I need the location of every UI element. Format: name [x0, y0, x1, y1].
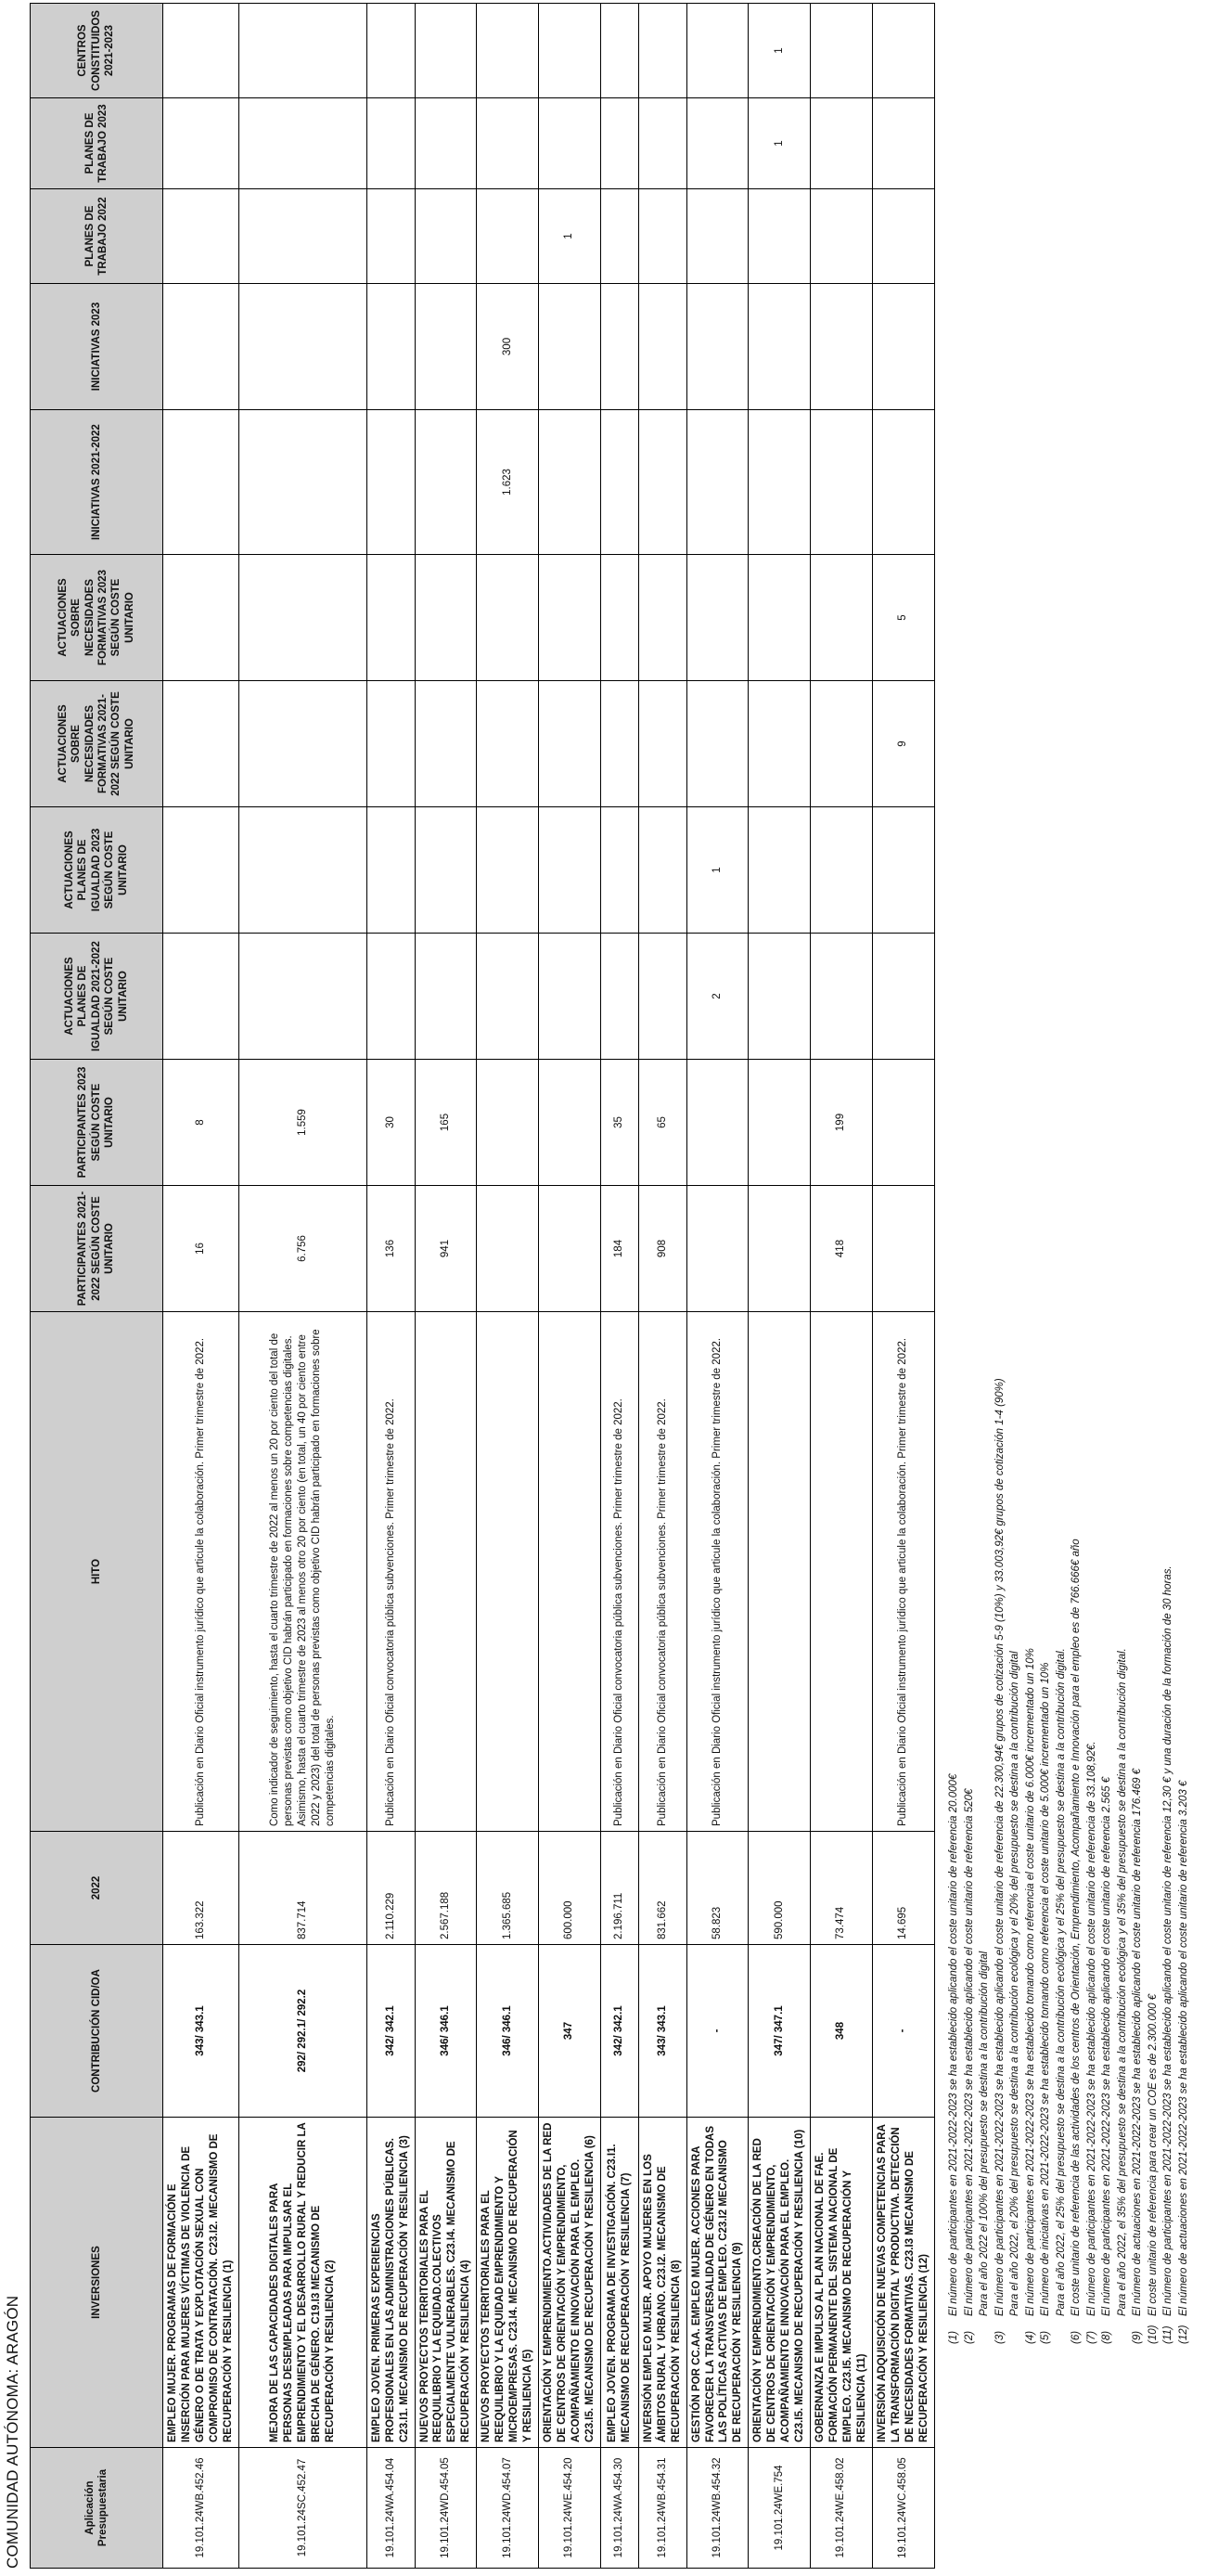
- budget-table: [30, 3, 935, 2569]
- centers-2021-2023: [366, 4, 415, 98]
- centers-2021-2023: [163, 4, 239, 98]
- centers-2021-2023: [477, 4, 539, 98]
- investment-name: GOBERNANZA E IMPULSO AL PLAN NACIONAL DE FAE. FORMACIÓN PERMANENTE DEL SISTEMA NACIONAL DE EMPLEO. C23.I5. MECANISMO DE RECUPERACIÓN Y RESILIENCIA (11): [811, 2118, 873, 2448]
- table-row: [686, 4, 749, 2569]
- header-cell: INICIATIVAS 2021-2022: [31, 410, 163, 555]
- investment-name: GESTIÓN POR CC.AA. EMPLEO MUJER. ACCIONES PARA FAVORECER LA TRANSVERSALIDAD DE GÉNERO EN TODAS LAS POLÍTICAS ACTIVAS DE EMPLEO. C23.I2 MECANISMO DE RECUPERACIÓN Y RESILIENCIA (9): [686, 2118, 749, 2448]
- investment-name: ORIENTACIÓN Y EMPRENDIMIENTO.ACTIVIDADES DE LA RED DE CENTROS DE ORIENTACIÓN Y EMPRENDIMIENTO, ACOMPAÑAMIENTO E INNOVACIÓN PARA EL EMPLEO. C23.I5. MECANISMO DE RECUPERACIÓN Y RESILIENCIA (6): [539, 2118, 601, 2448]
- investment-name: MEJORA DE LAS CAPACIDADES DIGITALES PARA PERSONAS DESEMPLEADAS PARA IMPULSAR EL EMPRENDIMIENTO Y EL DESARROLLO RURAL Y REDUCIR LA BRECHA DE GÉNERO. C19.I3 MECANISMO DE RECUPERACIÓN Y RESILIENCIA (2): [238, 2118, 366, 2448]
- milestone: Publicación en Diario Oficial instrumento jurídico que articule la colaboración. Primer trimestre de 2022.: [686, 1312, 749, 1832]
- participants-2021-2022: 908: [638, 1186, 686, 1312]
- work-plans-2022: [811, 189, 873, 284]
- participants-2023: 35: [600, 1060, 638, 1186]
- equality-actions-2021-2022: [539, 934, 601, 1060]
- contribution-cid: 343/ 343.1: [163, 1945, 239, 2118]
- budget-code: 19.101.24WA.454.04: [366, 2448, 415, 2569]
- footnote: [962, 117, 978, 2344]
- table-row: [477, 4, 539, 2569]
- work-plans-2023: [811, 98, 873, 189]
- equality-actions-2021-2022: [811, 934, 873, 1060]
- budget-code: 19.101.24WE.454.20: [539, 2448, 601, 2569]
- table-row: [872, 4, 934, 2569]
- milestone: Publicación en Diario Oficial convocatoria pública subvenciones. Primer trimestre de 2022.: [638, 1312, 686, 1832]
- investment-name: EMPLEO JOVEN. PROGRAMA DE INVESTIGACIÓN. C23.I1. MECANISMO DE RECUPERACIÓN Y RESILIENCIA (7): [600, 2118, 638, 2448]
- equality-actions-2021-2022: [366, 934, 415, 1060]
- participants-2023: 65: [638, 1060, 686, 1186]
- footnote-text: El número de participantes en 2021-2022-2023 se ha establecido aplicando el coste unitario de referencia 2.565 €: [1101, 1776, 1112, 2316]
- training-actions-2021-2022: [749, 681, 811, 807]
- training-actions-2023: [600, 555, 638, 681]
- footnote-number: (10): [1147, 2325, 1159, 2344]
- header-cell: PLANES DE TRABAJO 2022: [31, 189, 163, 284]
- equality-actions-2023: [366, 807, 415, 934]
- training-actions-2023: [811, 555, 873, 681]
- work-plans-2022: [238, 189, 366, 284]
- amount-2022: 590.000: [749, 1832, 811, 1945]
- training-actions-2021-2022: [238, 681, 366, 807]
- equality-actions-2021-2022: [638, 934, 686, 1060]
- table-row: [638, 4, 686, 2569]
- work-plans-2023: [872, 98, 934, 189]
- work-plans-2022: [638, 189, 686, 284]
- amount-2022: 600.000: [539, 1832, 601, 1945]
- footnote-number: (12): [1177, 2325, 1189, 2344]
- work-plans-2022: 1: [539, 189, 601, 284]
- footnote-text: El número de actuaciones en 2021-2022-2023 se ha establecido aplicando el coste unitario de referencia 3.203 €: [1177, 1780, 1189, 2316]
- footnote-text: El número de participantes en 2021-2022-2023 se ha establecido aplicando el coste unitario de referencia 20.000€: [948, 1773, 959, 2316]
- training-actions-2023: [415, 555, 477, 681]
- header-cell: CONTRIBUCIÓN CID/OA: [31, 1945, 163, 2118]
- amount-2022: 831.662: [638, 1832, 686, 1945]
- budget-code: 19.101.24SC.452.47: [238, 2448, 366, 2569]
- participants-2021-2022: [872, 1186, 934, 1312]
- footnote-text: El número de participantes en 2021-2022-2023 se ha establecido aplicando el coste unitario de referencia 12,30 € y una duración de la formación de 30 horas.: [1162, 1565, 1173, 2316]
- equality-actions-2021-2022: [600, 934, 638, 1060]
- centers-2021-2023: [600, 4, 638, 98]
- initiatives-2023: [366, 284, 415, 410]
- training-actions-2021-2022: [477, 681, 539, 807]
- training-actions-2023: [539, 555, 601, 681]
- initiatives-2021-2022: [415, 410, 477, 555]
- training-actions-2021-2022: [163, 681, 239, 807]
- training-actions-2021-2022: [600, 681, 638, 807]
- table-row: [366, 4, 415, 2569]
- training-actions-2023: [477, 555, 539, 681]
- participants-2021-2022: 136: [366, 1186, 415, 1312]
- participants-2023: 1.559: [238, 1060, 366, 1186]
- work-plans-2022: [872, 189, 934, 284]
- work-plans-2023: [638, 98, 686, 189]
- training-actions-2021-2022: [415, 681, 477, 807]
- footnotes: [946, 117, 1191, 2344]
- centers-2021-2023: [686, 4, 749, 98]
- footnote-number: (2): [963, 2330, 975, 2344]
- footnote: [1054, 117, 1070, 2344]
- region-title: COMUNIDAD AUTÓNOMA: ARAGÓN: [4, 2295, 21, 2569]
- header-cell: HITO: [31, 1312, 163, 1832]
- milestone: [477, 1312, 539, 1832]
- initiatives-2023: [600, 284, 638, 410]
- training-actions-2021-2022: [638, 681, 686, 807]
- participants-2023: [749, 1060, 811, 1186]
- header-cell: INVERSIONES: [31, 2118, 163, 2448]
- centers-2021-2023: [415, 4, 477, 98]
- footnote-number: (5): [1040, 2330, 1051, 2344]
- work-plans-2023: [539, 98, 601, 189]
- initiatives-2021-2022: [811, 410, 873, 555]
- footnote-number: (4): [1024, 2330, 1036, 2344]
- participants-2023: 199: [811, 1060, 873, 1186]
- participants-2023: 165: [415, 1060, 477, 1186]
- initiatives-2021-2022: [539, 410, 601, 555]
- header-cell: ACTUACIONES PLANES DE IGUALDAD 2023 SEGÚN COSTE UNITARIO: [31, 807, 163, 934]
- training-actions-2021-2022: [366, 681, 415, 807]
- footnote-text: El número de actuaciones en 2021-2022-2023 se ha establecido aplicando el coste unitario de referencia 176.469 €: [1132, 1768, 1143, 2316]
- footnote-text: Para el año 2022, el 20% del presupuesto se destina a la contribución ecológica y el 20% del presupuesto se destina a la contribución digital: [1009, 1651, 1020, 2316]
- work-plans-2023: 1: [749, 98, 811, 189]
- initiatives-2023: [415, 284, 477, 410]
- work-plans-2022: [686, 189, 749, 284]
- amount-2022: 58.823: [686, 1832, 749, 1945]
- initiatives-2021-2022: 1.623: [477, 410, 539, 555]
- milestone: [539, 1312, 601, 1832]
- initiatives-2021-2022: [638, 410, 686, 555]
- investment-name: ORIENTACIÓN Y EMPRENDIMIENTO.CREACIÓN DE LA RED DE CENTROS DE ORIENTACIÓN Y EMPRENDIMIENTO, ACOMPAÑAMIENTO E INNOVACIÓN PARA EL EMPLEO. C23.I5. MECANISMO DE RECUPERACIÓN Y RESILIENCIA (10): [749, 2118, 811, 2448]
- centers-2021-2023: [539, 4, 601, 98]
- work-plans-2023: [366, 98, 415, 189]
- participants-2023: [686, 1060, 749, 1186]
- contribution-cid: 347: [539, 1945, 601, 2118]
- participants-2021-2022: [539, 1186, 601, 1312]
- participants-2021-2022: 16: [163, 1186, 239, 1312]
- footnote-text: El número de participantes en 2021-2022-2023 se ha establecido tomando como referencia el coste unitario de 6.000€ incrementado un 10%: [1024, 1648, 1036, 2316]
- participants-2023: [872, 1060, 934, 1186]
- participants-2023: [539, 1060, 601, 1186]
- footnote-text: Para el año 2022 el 100% del presupuesto se destina a la contribución digital: [979, 1951, 990, 2316]
- participants-2021-2022: [749, 1186, 811, 1312]
- footnote-text: Para el año 2022, el 25% del presupuesto se destina a la contribución ecológica y el 25% del presupuesto se destina a la contribución digital.: [1055, 1648, 1067, 2316]
- equality-actions-2023: [872, 807, 934, 934]
- header-cell: ACTUACIONES PLANES DE IGUALDAD 2021-2022 SEGÚN COSTE UNITARIO: [31, 934, 163, 1060]
- contribution-cid: -: [686, 1945, 749, 2118]
- investment-name: INVERSIÓN EMPLEO MUJER. APOYO MUJERES EN LOS ÁMBITOS RURAL Y URBANO. C23.I2. MECANISMO DE RECUPERACIÓN Y RESILIENCIA (8): [638, 2118, 686, 2448]
- equality-actions-2021-2022: [749, 934, 811, 1060]
- equality-actions-2021-2022: 2: [686, 934, 749, 1060]
- participants-2021-2022: 418: [811, 1186, 873, 1312]
- table-row: [539, 4, 601, 2569]
- participants-2023: 30: [366, 1060, 415, 1186]
- footnote-text: El número de participantes en 2021-2022-2023 se ha establecido aplicando el coste unitario de referencia de 33.108,92€.: [1085, 1741, 1097, 2316]
- contribution-cid: 292/ 292.1/ 292.2: [238, 1945, 366, 2118]
- footnote-number: (7): [1085, 2330, 1097, 2344]
- milestone: Publicación en Diario Oficial instrumento jurídico que articule la colaboración. Primer trimestre de 2022.: [872, 1312, 934, 1832]
- footnote: [1160, 117, 1176, 2344]
- investment-name: INVERSIÓN ADQUISICIÓN DE NUEVAS COMPETENCIAS PARA LA TRANSFORMACIÓN DIGITAL Y PRODUCTIVA. DETECCIÓN DE NECESIDADES FORMATIVAS. C23.I3 MECANISMO DE RECUPERACIÓN Y RESILIENCIA (12): [872, 2118, 934, 2448]
- amount-2022: 163.322: [163, 1832, 239, 1945]
- participants-2021-2022: 941: [415, 1186, 477, 1312]
- footnote-number: (1): [948, 2330, 959, 2344]
- header-cell: Aplicación Presupuestaria: [31, 2448, 163, 2569]
- participants-2021-2022: 184: [600, 1186, 638, 1312]
- header-cell: ACTUACIONES SOBRE NECESIDADES FORMATIVAS 2023 SEGÚN COSTE UNITARIO: [31, 555, 163, 681]
- milestone: Como indicador de seguimiento, hasta el cuarto trimestre de 2022 al menos un 20 por ciento del total de personas previstas como objetivo CID habrán participado en formaciones sobre competencias digitales. Asimismo, hasta el cuarto trimestre de 2023 al menos otro 20 por ciento (en total, un 40 por ciento entre 2022 y 2023) del total de personas previstas como objetivo CID habrán participado en formaciones sobre competencias digitales.: [238, 1312, 366, 1832]
- table-row: [811, 4, 873, 2569]
- centers-2021-2023: [872, 4, 934, 98]
- investment-name: NUEVOS PROYECTOS TERRITORIALES PARA EL REEQUILIBRIO Y LA EQUIDAD EMPRENDIMIENTO Y MICROEMPRESAS. C23.I4. MECANISMO DE RECUPERACIÓN Y RESILIENCIA (5): [477, 2118, 539, 2448]
- contribution-cid: 343/ 343.1: [638, 1945, 686, 2118]
- footnote: [1038, 117, 1054, 2344]
- amount-2022: 837.714: [238, 1832, 366, 1945]
- budget-code: 19.101.24WB.454.32: [686, 2448, 749, 2569]
- training-actions-2021-2022: 9: [872, 681, 934, 807]
- training-actions-2023: 5: [872, 555, 934, 681]
- amount-2022: 2.196.711: [600, 1832, 638, 1945]
- footnote: [1115, 117, 1131, 2344]
- footnote: [1176, 117, 1192, 2344]
- footnote-number: (8): [1101, 2330, 1112, 2344]
- work-plans-2022: [163, 189, 239, 284]
- contribution-cid: -: [872, 1945, 934, 2118]
- footnote-number: (3): [994, 2330, 1006, 2344]
- initiatives-2023: 300: [477, 284, 539, 410]
- participants-2023: 8: [163, 1060, 239, 1186]
- initiatives-2021-2022: [872, 410, 934, 555]
- budget-code: 19.101.24WC.458.05: [872, 2448, 934, 2569]
- footnote: [1023, 117, 1039, 2344]
- footnote-text: El coste unitario de referencia de las actividades de los centros de Orientación, Emprendimiento, Acompañamiento e Innovación para el empleo es de 766.666€ año: [1071, 1539, 1082, 2316]
- centers-2021-2023: [238, 4, 366, 98]
- budget-code: 19.101.24WB.452.46: [163, 2448, 239, 2569]
- initiatives-2023: [686, 284, 749, 410]
- header-cell: PARTICIPANTES 2023 SEGÚN COSTE UNITARIO: [31, 1060, 163, 1186]
- initiatives-2021-2022: [600, 410, 638, 555]
- footnote: [1007, 117, 1023, 2344]
- milestone: [749, 1312, 811, 1832]
- training-actions-2021-2022: [686, 681, 749, 807]
- initiatives-2023: [811, 284, 873, 410]
- investment-name: NUEVOS PROYECTOS TERRITORIALES PARA EL REEQUILIBRIO Y LA EQUIDAD.COLECTIVOS ESPECIALMENTE VULNERABLES. C23.I4. MECANISMO DE RECUPERACIÓN Y RESILIENCIA (4): [415, 2118, 477, 2448]
- footnote: [993, 117, 1008, 2344]
- table-row: [600, 4, 638, 2569]
- milestone: Publicación en Diario Oficial instrumento jurídico que articule la colaboración. Primer trimestre de 2022.: [163, 1312, 239, 1832]
- budget-code: 19.101.24WE.458.02: [811, 2448, 873, 2569]
- work-plans-2023: [686, 98, 749, 189]
- initiatives-2023: [638, 284, 686, 410]
- equality-actions-2023: [415, 807, 477, 934]
- training-actions-2023: [238, 555, 366, 681]
- equality-actions-2023: [238, 807, 366, 934]
- work-plans-2022: [366, 189, 415, 284]
- equality-actions-2023: 1: [686, 807, 749, 934]
- work-plans-2023: [600, 98, 638, 189]
- training-actions-2023: [686, 555, 749, 681]
- footnote-text: El coste unitario de referencia para crear un COE es de 2.300.000 €: [1147, 1993, 1159, 2316]
- milestone: Publicación en Diario Oficial convocatoria pública subvenciones. Primer trimestre de 2022.: [366, 1312, 415, 1832]
- amount-2022: 2.110.229: [366, 1832, 415, 1945]
- table-row: [749, 4, 811, 2569]
- initiatives-2021-2022: [749, 410, 811, 555]
- equality-actions-2021-2022: [872, 934, 934, 1060]
- work-plans-2022: [415, 189, 477, 284]
- training-actions-2023: [163, 555, 239, 681]
- initiatives-2021-2022: [238, 410, 366, 555]
- equality-actions-2023: [600, 807, 638, 934]
- investment-name: EMPLEO JOVEN. PRIMERAS EXPERIENCIAS PROFESIONALES EN LAS ADMINISTRACIONES PÚBLICAS. C23.I1. MECANISMO DE RECUPERACIÓN Y RESILIENCIA (3): [366, 2118, 415, 2448]
- participants-2021-2022: [477, 1186, 539, 1312]
- amount-2022: 14.695: [872, 1832, 934, 1945]
- table-row: [238, 4, 366, 2569]
- table-row: [163, 4, 239, 2569]
- footnote: [946, 117, 962, 2344]
- header-cell: ACTUACIONES SOBRE NECESIDADES FORMATIVAS 2021-2022 SEGÚN COSTE UNITARIO: [31, 681, 163, 807]
- budget-code: 19.101.24WA.454.30: [600, 2448, 638, 2569]
- work-plans-2023: [477, 98, 539, 189]
- header-cell: PLANES DE TRABAJO 2023: [31, 98, 163, 189]
- work-plans-2022: [749, 189, 811, 284]
- equality-actions-2021-2022: [238, 934, 366, 1060]
- footnote: [1069, 117, 1084, 2344]
- footnote: [1146, 117, 1161, 2344]
- header-cell: INICIATIVAS 2023: [31, 284, 163, 410]
- work-plans-2022: [600, 189, 638, 284]
- contribution-cid: 342/ 342.1: [600, 1945, 638, 2118]
- equality-actions-2023: [477, 807, 539, 934]
- training-actions-2023: [638, 555, 686, 681]
- contribution-cid: 347/ 347.1: [749, 1945, 811, 2118]
- milestone: [415, 1312, 477, 1832]
- contribution-cid: 346/ 346.1: [477, 1945, 539, 2118]
- footnote-number: (9): [1132, 2330, 1143, 2344]
- footnote-text: El número de participantes en 2021-2022-2023 se ha establecido aplicando el coste unitario de referencia de 22.300,94€ grupos de cotización 5-9 (10%) y 33.003,92€ grupos de cotización 1-4 (90%): [994, 1378, 1006, 2316]
- initiatives-2021-2022: [163, 410, 239, 555]
- milestone: Publicación en Diario Oficial convocatoria pública subvenciones. Primer trimestre de 2022.: [600, 1312, 638, 1832]
- footnote-text: Para el año 2022, el 35% del presupuesto se destina a la contribución ecológica y el 35% del presupuesto se destina a la contribución digital.: [1116, 1648, 1128, 2316]
- budget-code: 19.101.24WD.454.05: [415, 2448, 477, 2569]
- initiatives-2023: [872, 284, 934, 410]
- participants-2021-2022: 6.756: [238, 1186, 366, 1312]
- footnote-number: (11): [1162, 2325, 1173, 2344]
- budget-code: 19.101.24WE.754: [749, 2448, 811, 2569]
- equality-actions-2021-2022: [415, 934, 477, 1060]
- centers-2021-2023: 1: [749, 4, 811, 98]
- participants-2023: [477, 1060, 539, 1186]
- equality-actions-2021-2022: [477, 934, 539, 1060]
- work-plans-2022: [477, 189, 539, 284]
- footnote-text: El número de iniciativas en 2021-2022-2023 se ha establecido tomando como referencia el coste unitario de 5.000€ incrementado un 10%: [1040, 1662, 1051, 2316]
- header-row: [31, 4, 163, 2569]
- initiatives-2021-2022: [686, 410, 749, 555]
- footnote: [1130, 117, 1146, 2344]
- equality-actions-2023: [638, 807, 686, 934]
- footnote-number: (6): [1071, 2330, 1082, 2344]
- contribution-cid: 346/ 346.1: [415, 1945, 477, 2118]
- participants-2021-2022: [686, 1186, 749, 1312]
- footnote-text: El número de participantes en 2021-2022-2023 se ha establecido aplicando el coste unitario de referencia 520€: [963, 1788, 975, 2316]
- equality-actions-2023: [539, 807, 601, 934]
- equality-actions-2023: [811, 807, 873, 934]
- centers-2021-2023: [811, 4, 873, 98]
- work-plans-2023: [238, 98, 366, 189]
- header-cell: PARTICIPANTES 2021-2022 SEGÚN COSTE UNITARIO: [31, 1186, 163, 1312]
- equality-actions-2023: [749, 807, 811, 934]
- initiatives-2023: [539, 284, 601, 410]
- work-plans-2023: [163, 98, 239, 189]
- footnote: [1084, 117, 1100, 2344]
- contribution-cid: 342/ 342.1: [366, 1945, 415, 2118]
- training-actions-2023: [366, 555, 415, 681]
- amount-2022: 73.474: [811, 1832, 873, 1945]
- equality-actions-2023: [163, 807, 239, 934]
- initiatives-2021-2022: [366, 410, 415, 555]
- work-plans-2023: [415, 98, 477, 189]
- investment-name: EMPLEO MUJER. PROGRAMAS DE FORMACIÓN E INSERCIÓN PARA MUJERES VÍCTIMAS DE VIOLENCIA DE GÉNERO O DE TRATA Y EXPLOTACIÓN SEXUAL CON COMPROMISO DE CONTRATACIÓN. C23.I2. MECANISMO DE RECUPERACIÓN Y RESILIENCIA (1): [163, 2118, 239, 2448]
- initiatives-2023: [163, 284, 239, 410]
- footnote: [1099, 117, 1115, 2344]
- centers-2021-2023: [638, 4, 686, 98]
- header-cell: CENTROS CONSTITUIDOS 2021-2023: [31, 4, 163, 98]
- table-row: [415, 4, 477, 2569]
- equality-actions-2021-2022: [163, 934, 239, 1060]
- header-cell: 2022: [31, 1832, 163, 1945]
- amount-2022: 1.365.685: [477, 1832, 539, 1945]
- contribution-cid: 348: [811, 1945, 873, 2118]
- training-actions-2023: [749, 555, 811, 681]
- initiatives-2023: [749, 284, 811, 410]
- budget-code: 19.101.24WB.454.31: [638, 2448, 686, 2569]
- footnote: [977, 117, 993, 2344]
- budget-code: 19.101.24WD.454.07: [477, 2448, 539, 2569]
- training-actions-2021-2022: [811, 681, 873, 807]
- initiatives-2023: [238, 284, 366, 410]
- training-actions-2021-2022: [539, 681, 601, 807]
- milestone: [811, 1312, 873, 1832]
- amount-2022: 2.567.188: [415, 1832, 477, 1945]
